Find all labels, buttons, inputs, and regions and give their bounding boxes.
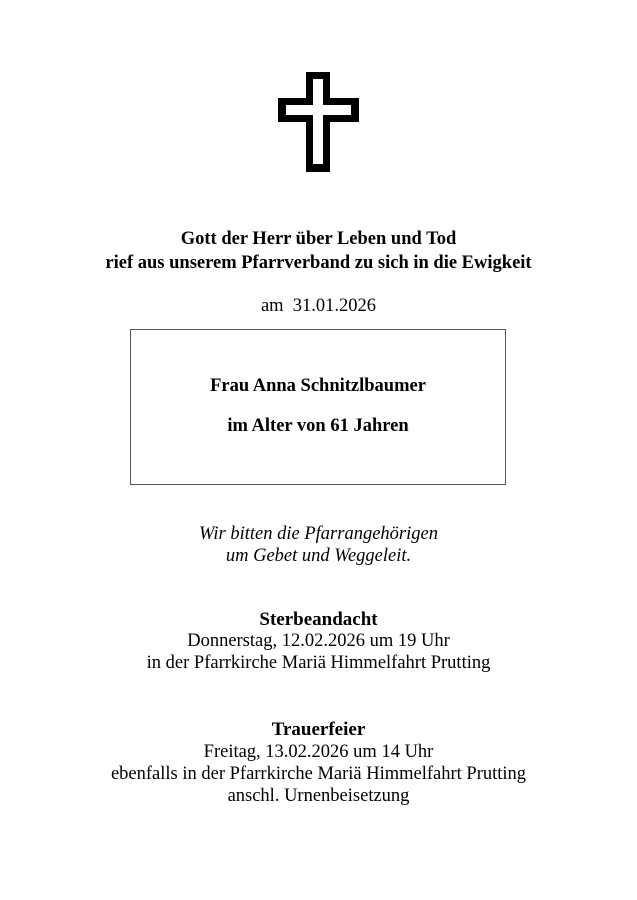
sterbeandacht-title: Sterbeandacht	[259, 609, 378, 630]
request-line-2: um Gebet und Weggeleit.	[225, 546, 412, 566]
trauerfeier-note: anschl. Urnenbeisetzung	[227, 786, 410, 806]
trauerfeier-where: ebenfalls in der Pfarrkirche Mariä Himmelfahrt Prutting	[110, 764, 527, 784]
intro-line-2: rief aus unserem Pfarrverband zu sich in die Ewigkeit	[105, 253, 532, 273]
cross-icon	[278, 72, 359, 172]
request-line-1: Wir bitten die Pfarrangehörigen	[199, 524, 438, 544]
deceased-name: Frau Anna Schnitzlbaumer	[210, 376, 426, 396]
deceased-box	[130, 329, 506, 485]
trauerfeier-when: Freitag, 13.02.2026 um 14 Uhr	[203, 742, 434, 762]
date-prefix: am	[260, 296, 284, 316]
death-date: 31.01.2026	[292, 296, 377, 316]
sterbeandacht-when: Donnerstag, 12.02.2026 um 19 Uhr	[187, 631, 450, 651]
deceased-age: im Alter von 61 Jahren	[227, 416, 409, 436]
trauerfeier-title: Trauerfeier	[271, 719, 366, 740]
death-date-line	[0, 296, 637, 317]
sterbeandacht-where: in der Pfarrkirche Mariä Himmelfahrt Prutting	[146, 653, 491, 673]
intro-line-1: Gott der Herr über Leben und Tod	[180, 229, 457, 249]
